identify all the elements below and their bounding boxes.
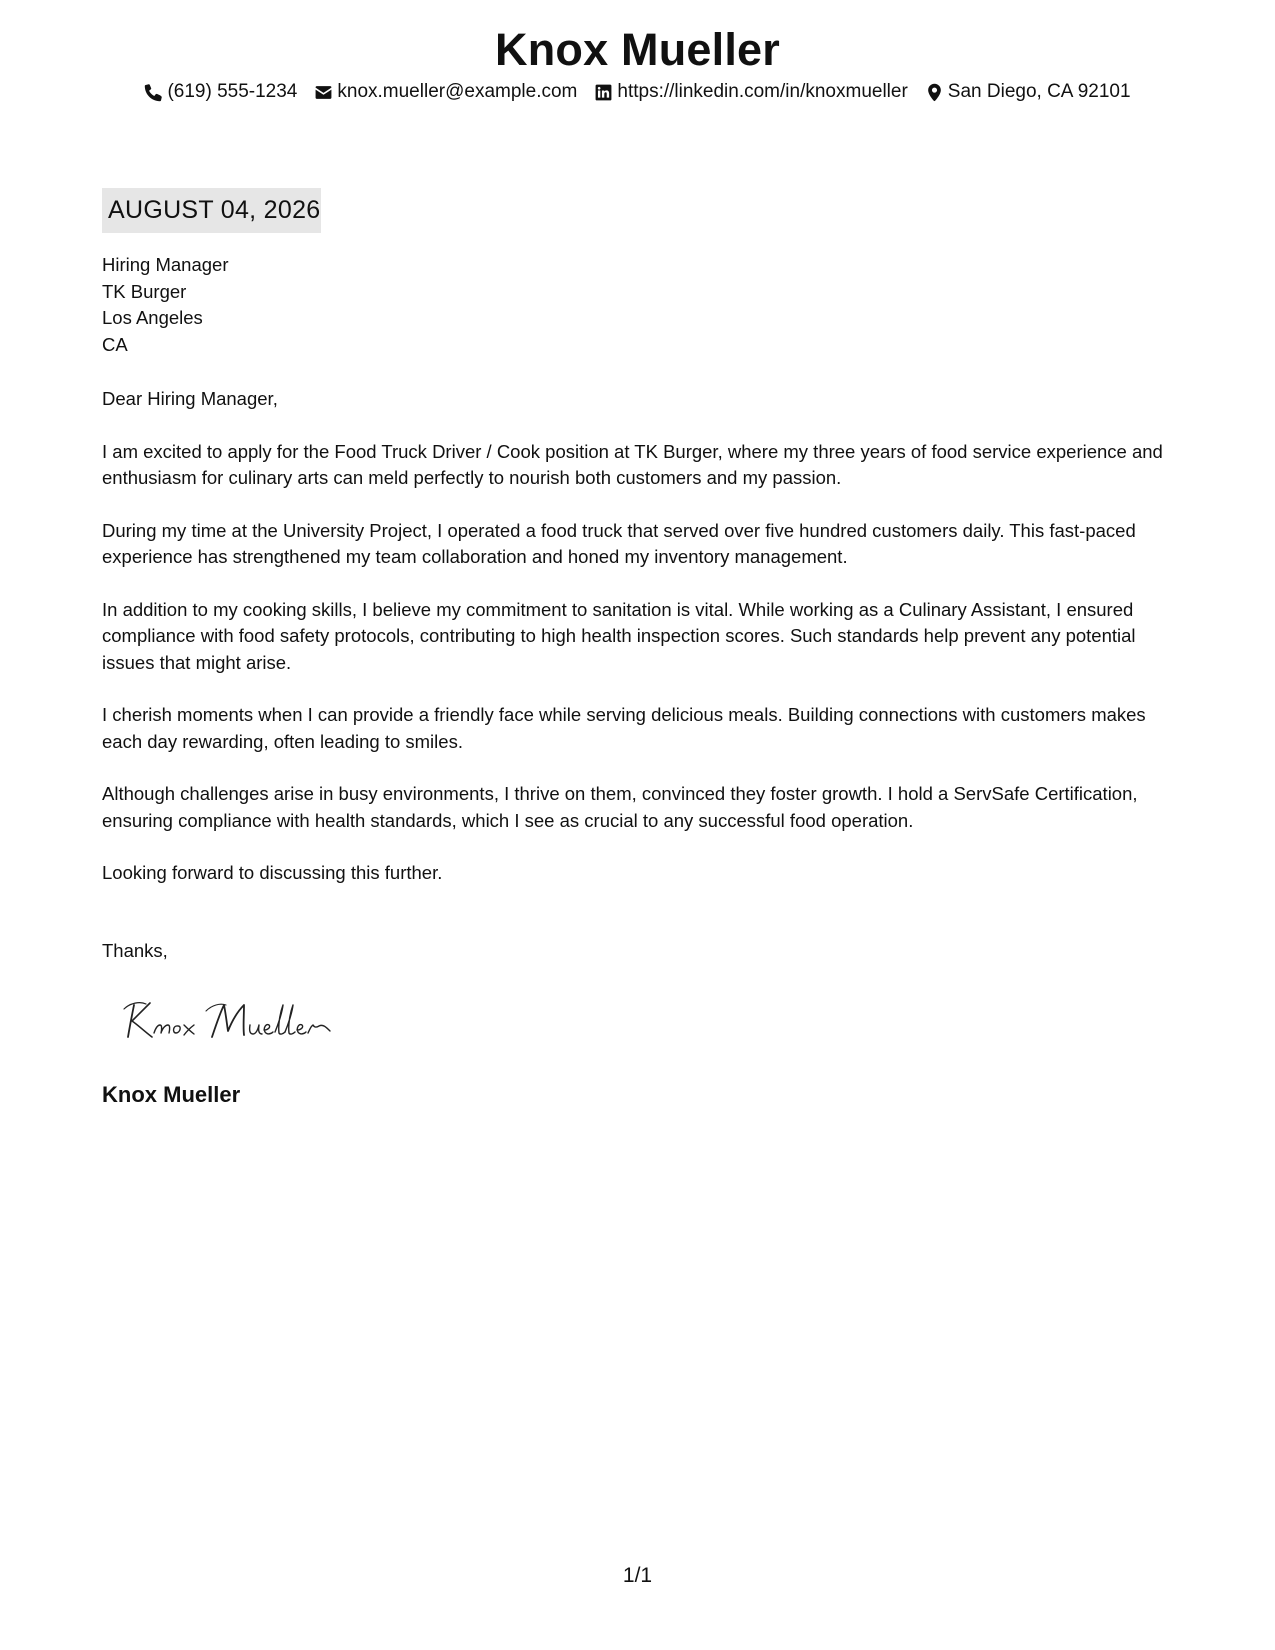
page-number: 1/1 (622, 1564, 653, 1587)
salutation: Dear Hiring Manager, (102, 388, 278, 409)
contact-bar (0, 79, 1275, 105)
map-pin-icon (925, 83, 944, 102)
body-paragraph: Looking forward to discussing this further. (102, 862, 443, 883)
body-paragraph: I am excited to apply for the Food Truck Driver / Cook position at TK Burger, where my three years of food service experience and enthusiasm for culinary arts can meld perfectly to nourish both customers and my passion. (102, 440, 1163, 488)
body-paragraph: In addition to my cooking skills, I believe my commitment to sanitation is vital. While working as a Culinary Assistant, I ensured compliance with food safety protocols, contributing to high health inspection scores. Such standards help prevent any potential issues that might arise. (102, 598, 1136, 673)
contact-phone (144, 79, 297, 105)
linkedin-link[interactable]: https://linkedin.com/in/knoxmueller (617, 81, 908, 102)
linkedin-icon (594, 83, 613, 102)
phone-icon (144, 83, 163, 102)
phone-text: (619) 555-1234 (167, 81, 298, 102)
closing: Thanks, (102, 940, 168, 961)
recipient-city: Los Angeles (102, 307, 203, 328)
email-link[interactable]: knox.mueller@example.com (337, 81, 578, 102)
letter-date: AUGUST 04, 2026 (102, 188, 321, 233)
letter-body (102, 386, 1180, 913)
body-paragraph: Although challenges arise in busy environments, I thrive on them, convinced they foster growth. I hold a ServSafe Certification, ensuring compliance with health standards, which I see as crucial to any successful food operation. (102, 783, 1138, 831)
contact-location (925, 79, 1131, 105)
recipient-address (102, 252, 228, 358)
contact-linkedin[interactable] (594, 79, 907, 105)
recipient-company: TK Burger (102, 280, 187, 302)
body-paragraph: During my time at the University Project, I operated a food truck that served over five hundred customers daily. This fast-paced experience has strengthened my team collaboration and honed my inventory management. (102, 519, 1136, 567)
recipient-state: CA (102, 333, 128, 355)
handwritten-signature (120, 995, 345, 1045)
contact-email[interactable] (314, 79, 577, 105)
location-text: San Diego, CA 92101 (947, 81, 1131, 102)
signer-name: Knox Mueller (102, 1082, 241, 1107)
applicant-name-heading: Knox Mueller (495, 24, 780, 75)
envelope-icon (314, 83, 333, 102)
recipient-title: Hiring Manager (102, 254, 229, 275)
body-paragraph: I cherish moments when I can provide a friendly face while serving delicious meals. Building connections with customers makes each day rewarding, often leading to smiles. (102, 704, 1146, 752)
